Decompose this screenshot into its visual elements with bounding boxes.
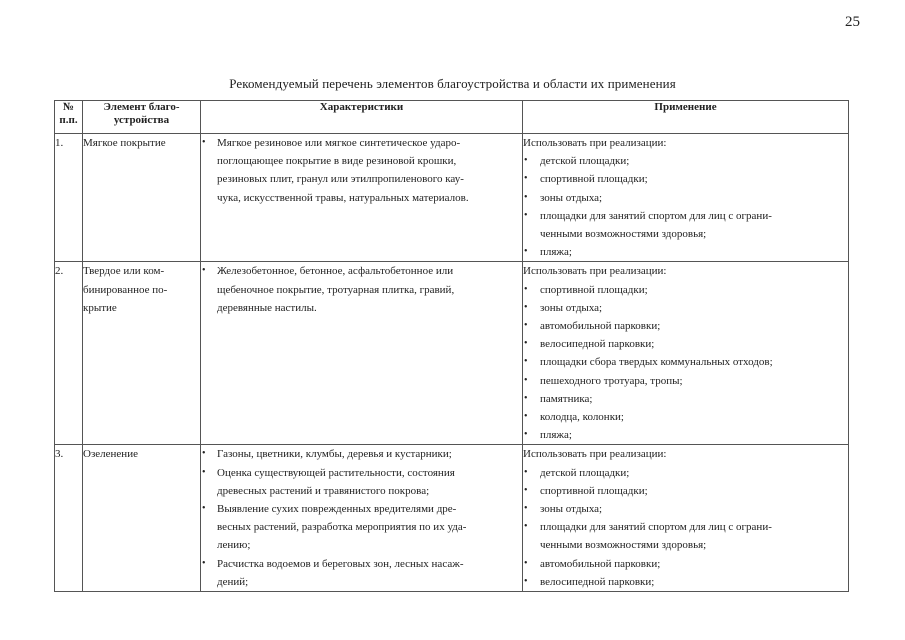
- header-element: [83, 101, 201, 134]
- list-item-line: резиновых плит, гранул или этилпропиленового кау-: [217, 173, 464, 186]
- list-item-line: колодца, колонки;: [540, 411, 624, 424]
- characteristics-cell: [201, 445, 523, 592]
- element-name-line: Мягкое покрытие: [83, 137, 166, 149]
- list-item-line: площадки для занятий спортом для лиц с ограни-: [540, 209, 772, 222]
- list-item: [523, 170, 848, 188]
- header-num-line-2: п.п.: [59, 114, 78, 126]
- element-name-line: бинированное по-: [83, 283, 168, 296]
- list-item-line: детской площадки;: [540, 466, 630, 479]
- bullet-icon: •: [524, 411, 528, 423]
- list-item-line: зоны отдыха;: [540, 503, 603, 516]
- characteristics-list: [201, 262, 522, 317]
- header-element-line-2: устройства: [113, 114, 170, 126]
- element-name: [83, 445, 201, 592]
- list-item: [523, 372, 848, 390]
- bullet-icon: •: [202, 137, 206, 148]
- page-number: 25: [845, 14, 860, 30]
- table-header-row: [55, 101, 849, 134]
- bullet-icon: •: [524, 155, 528, 167]
- characteristics-list: [201, 445, 522, 591]
- list-item: [523, 518, 848, 554]
- bullet-icon: •: [524, 301, 528, 313]
- bullet-icon: •: [524, 575, 528, 587]
- application-list: [523, 464, 848, 591]
- bullet-icon: •: [524, 173, 528, 185]
- application-heading: Использовать при реализации:: [523, 137, 667, 149]
- characteristics-list: [201, 134, 522, 207]
- bullet-icon: •: [524, 503, 528, 515]
- list-item: [523, 390, 848, 408]
- application-heading: Использовать при реализации:: [523, 265, 667, 278]
- header-num: [55, 101, 83, 134]
- bullet-icon: •: [524, 338, 528, 350]
- list-item-line: памятника;: [540, 392, 593, 405]
- list-item-line: Оценка существующей растительности, состояния: [217, 466, 455, 479]
- bullet-icon: •: [202, 503, 206, 515]
- bullet-icon: •: [524, 283, 528, 295]
- element-name-line: крытие: [83, 301, 117, 314]
- list-item: [523, 408, 848, 426]
- row-number: 2.: [55, 262, 83, 445]
- element-name: [83, 262, 201, 445]
- application-list: [523, 152, 848, 261]
- row-number: 1.: [55, 134, 83, 262]
- list-item-line: Мягкое резиновое или мягкое синтетическое ударо-: [217, 137, 461, 149]
- list-item-line: пешеходного тротуара, тропы;: [540, 374, 683, 387]
- list-item: [201, 500, 522, 555]
- list-item: [201, 134, 522, 207]
- list-item-line: пляжа;: [540, 246, 572, 259]
- header-element-line-1: Элемент благо-: [103, 101, 180, 113]
- bullet-icon: •: [524, 356, 528, 368]
- list-item-line: спортивной площадки;: [540, 173, 648, 186]
- list-item-line: автомобильной парковки;: [540, 557, 661, 570]
- list-item: [523, 353, 848, 371]
- header-application: Применение: [523, 101, 849, 134]
- list-item-line: зоны отдыха;: [540, 301, 603, 314]
- application-list: [523, 281, 848, 445]
- list-item: [523, 281, 848, 299]
- table-row: [55, 262, 849, 445]
- list-item-line: поглощающее покрытие в виде резиновой крошки,: [217, 155, 457, 168]
- bullet-icon: •: [524, 557, 528, 569]
- list-item-line: ченными возможностями здоровья;: [540, 539, 707, 552]
- row-number: 3.: [55, 445, 83, 592]
- list-item: [523, 500, 848, 518]
- list-item: [523, 317, 848, 335]
- list-item: [523, 573, 848, 591]
- list-item-line: весных растений, разработка мероприятия по их уда-: [217, 521, 467, 534]
- list-item-line: Железобетонное, бетонное, асфальтобетонное или: [217, 265, 454, 278]
- list-item-line: щебеночное покрытие, тротуарная плитка, гравий,: [217, 283, 455, 296]
- list-item: [523, 189, 848, 207]
- application-heading: Использовать при реализации:: [523, 448, 667, 461]
- application-cell: [523, 134, 849, 262]
- list-item: [201, 464, 522, 500]
- bullet-icon: •: [202, 448, 206, 460]
- bullet-icon: •: [524, 374, 528, 386]
- bullet-icon: •: [202, 557, 206, 569]
- list-item-line: пляжа;: [540, 429, 572, 442]
- list-item-line: дений;: [217, 575, 249, 588]
- list-item: [523, 555, 848, 573]
- bullet-icon: •: [524, 521, 528, 533]
- list-item-line: деревянные настилы.: [217, 301, 317, 314]
- list-item-line: Газоны, цветники, клумбы, деревья и кустарники;: [217, 448, 452, 461]
- list-item-line: детской площадки;: [540, 155, 630, 168]
- bullet-icon: •: [524, 191, 528, 203]
- bullet-icon: •: [202, 265, 206, 277]
- table-row: [55, 445, 849, 592]
- list-item: [523, 152, 848, 170]
- bullet-icon: •: [524, 246, 528, 258]
- bullet-icon: •: [524, 392, 528, 404]
- characteristics-cell: [201, 134, 523, 262]
- list-item-line: спортивной площадки;: [540, 283, 648, 296]
- elements-table: [54, 100, 849, 592]
- bullet-icon: •: [524, 209, 528, 221]
- document-title: Рекомендуемый перечень элементов благоустройства и области их применения: [229, 76, 676, 91]
- list-item-line: спортивной площадки;: [540, 484, 648, 497]
- table-row: [55, 134, 849, 262]
- list-item-line: ченными возможностями здоровья;: [540, 228, 707, 241]
- list-item: [523, 464, 848, 482]
- bullet-icon: •: [524, 484, 528, 496]
- list-item-line: лению;: [217, 539, 251, 552]
- element-name: [83, 134, 201, 262]
- list-item: [523, 426, 848, 444]
- list-item: [523, 482, 848, 500]
- list-item: [523, 207, 848, 243]
- bullet-icon: •: [524, 429, 528, 441]
- list-item-line: автомобильной парковки;: [540, 320, 661, 333]
- header-characteristics: Характеристики: [201, 101, 523, 134]
- list-item: [201, 262, 522, 317]
- characteristics-cell: [201, 262, 523, 445]
- list-item-line: площадки сбора твердых коммунальных отходов;: [540, 356, 773, 369]
- list-item: [201, 555, 522, 591]
- header-num-line-1: №: [62, 101, 75, 113]
- bullet-icon: •: [524, 466, 528, 478]
- list-item: [523, 243, 848, 261]
- list-item-line: зоны отдыха;: [540, 191, 603, 204]
- list-item: [201, 445, 522, 463]
- element-name-line: Твердое или ком-: [83, 265, 165, 278]
- bullet-icon: •: [524, 320, 528, 332]
- list-item-line: площадки для занятий спортом для лиц с ограни-: [540, 521, 772, 534]
- list-item-line: велосипедной парковки;: [540, 575, 655, 588]
- list-item-line: чука, искусственной травы, натуральных материалов.: [217, 191, 469, 204]
- list-item-line: велосипедной парковки;: [540, 338, 655, 351]
- element-name-line: Озеленение: [83, 448, 138, 461]
- bullet-icon: •: [202, 466, 206, 478]
- list-item: [523, 299, 848, 317]
- list-item-line: Выявление сухих поврежденных вредителями дре-: [217, 503, 457, 516]
- application-cell: [523, 445, 849, 592]
- list-item: [523, 335, 848, 353]
- application-cell: [523, 262, 849, 445]
- list-item-line: древесных растений и травянистого покрова;: [217, 484, 430, 497]
- list-item-line: Расчистка водоемов и береговых зон, лесных насаж-: [217, 557, 464, 570]
